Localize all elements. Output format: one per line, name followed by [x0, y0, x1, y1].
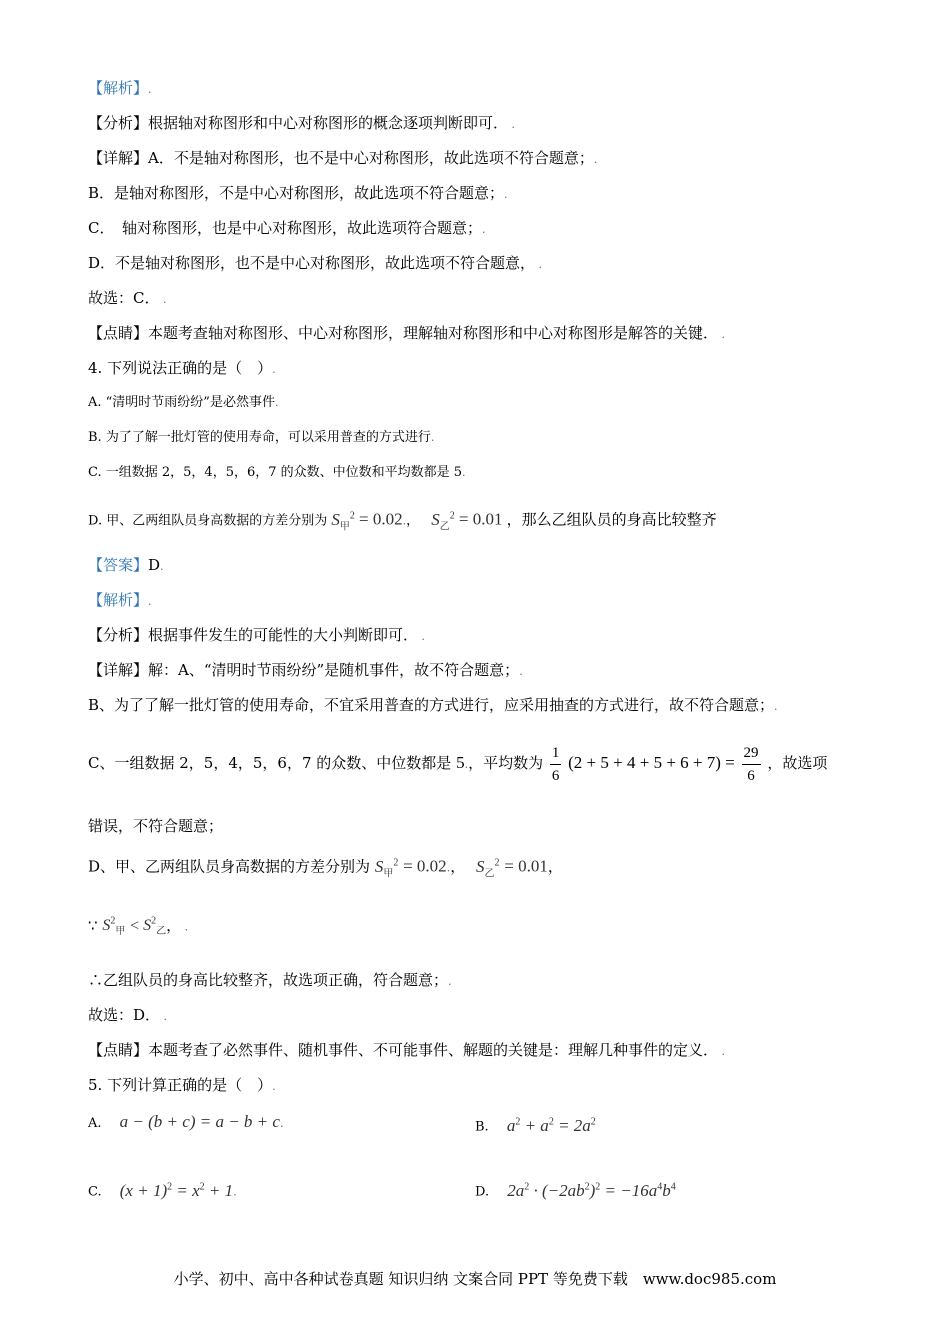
question-4-option-c: C. 一组数据 2，5，4，5，6，7 的众数、中位数和平均数都是 5.	[88, 465, 466, 480]
question-5-option-c: C. $(x + 1)^2 = x^2 + 1$.	[88, 1180, 237, 1200]
comment-line: 【点睛】本题考查轴对称图形、中心对称图形，理解轴对称图形和中心对称图形是解答的关键． .	[88, 324, 726, 342]
question-4-option-b: B. 为了了解一批灯管的使用寿命，可以采用普查的方式进行.	[88, 430, 435, 445]
question-5-option-b: B. $a^2 + a^2 = 2a^2$	[475, 1115, 596, 1135]
detail-line-c: C． 轴对称图形，也是中心对称图形，故此选项符合题意；.	[88, 219, 486, 237]
analysis-line: 【分析】根据轴对称图形和中心对称图形的概念逐项判断即可． .	[88, 114, 516, 132]
detail-line-b: B．是轴对称图形，不是中心对称图形，故此选项不符合题意；.	[88, 184, 508, 202]
detail-line-2c: C、一组数据 2，5，4，5，6，7 的众数、中位数都是 5.，平均数为 $\frac{1}{6}$ (2 + 5 + 4 + 5 + 6 + 7) = $\frac{29}{6}$ ，故选项	[88, 735, 827, 791]
analysis-heading-1: 【解析】.	[88, 79, 152, 97]
question-4-title: 4. 下列说法正确的是（ ）.	[88, 359, 276, 377]
detail-line-a: 【详解】A．不是轴对称图形，也不是中心对称图形，故此选项不符合题意；.	[88, 149, 598, 167]
choice-line: 故选：C． .	[88, 289, 167, 307]
analysis-heading-2: 【解析】.	[88, 591, 152, 609]
detail-line-d: D．不是轴对称图形，也不是中心对称图形，故此选项不符合题意， .	[88, 254, 543, 272]
choice-line-2: 故选：D． .	[88, 1006, 168, 1024]
fraction-29-6: $\frac{29}{6}$	[742, 742, 761, 787]
fraction-one-sixth: $\frac{1}{6}$	[550, 742, 562, 787]
detail-line-2d: D、甲、乙两组队员身高数据的方差分别为 $S_甲^2 = 0.02$.， $S_乙^2 = 0.01$，	[88, 856, 563, 880]
analysis-line-2: 【分析】根据事件发生的可能性的大小判断即可． .	[88, 626, 426, 644]
page-footer: 小学、初中、高中各种试卷真题 知识归纳 文案合同 PPT 等免费下载 www.doc985.com	[173, 1270, 777, 1288]
detail-line-2a: 【详解】解：A、“清明时节雨纷纷”是随机事件，故不符合题意；.	[88, 661, 523, 679]
answer-line: 【答案】D.	[88, 556, 164, 574]
detail-line-2c-cont: 错误，不符合题意；	[88, 817, 224, 835]
question-4-option-d: D. 甲、乙两组队员身高数据的方差分别为 $S_甲^2 = 0.02$.， $S_乙^2 = 0.01$ ，那么乙组队员的身高比较整齐	[88, 509, 717, 533]
question-5-title: 5. 下列计算正确的是（ ）.	[88, 1076, 276, 1094]
question-5-option-a: A. a − (b + c) = a − b + c.	[88, 1112, 284, 1131]
question-5-option-d: D. $2a^2 \cdot (-2ab^2)^2 = -16a^4b^4$	[475, 1180, 676, 1200]
since-line: ∵ $S^2_甲 < S^2_乙$， .	[88, 916, 189, 938]
comment-line-2: 【点睛】本题考查了必然事件、随机事件、不可能事件、解题的关键是：理解几种事件的定义． .	[88, 1041, 726, 1059]
question-4-option-a: A. “清明时节雨纷纷”是必然事件.	[88, 395, 279, 410]
therefore-line: ∴乙组队员的身高比较整齐，故选项正确，符合题意；.	[88, 971, 452, 989]
detail-line-2b: B、为了了解一批灯管的使用寿命，不宜采用普查的方式进行，应采用抽查的方式进行，故不符合题意；.	[88, 696, 778, 714]
